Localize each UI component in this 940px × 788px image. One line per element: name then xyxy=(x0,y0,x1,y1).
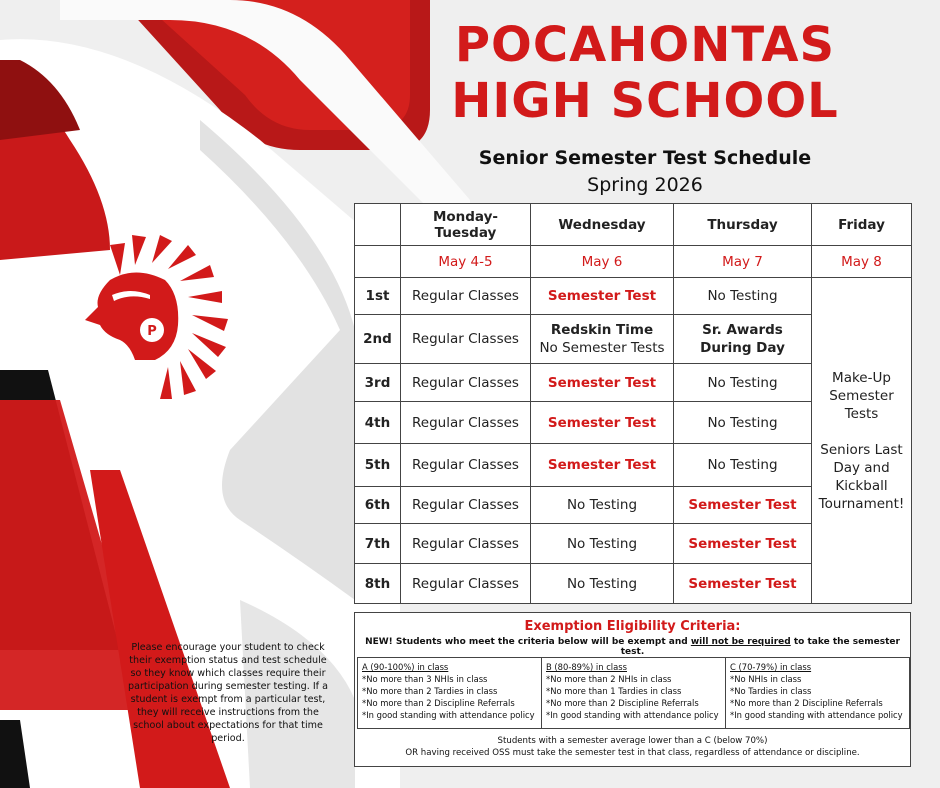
criteria-item: *No more than 2 Discipline Referrals xyxy=(362,698,515,708)
date-cell: May 8 xyxy=(812,246,912,278)
parent-note: Please encourage your student to check their exemption status and test schedule so they know which classes require their participation during semester testing. If a student is exempt from a particular test, they will receive instructions from the school about expectations for that time period. xyxy=(128,642,328,744)
day-header: Monday-Tuesday xyxy=(401,204,531,246)
period-cell: 3rd xyxy=(355,364,401,402)
exemption-note-underlined: will not be required xyxy=(690,637,791,647)
period-cell: 8th xyxy=(355,564,401,604)
date-row xyxy=(355,246,912,278)
wed-cell: No Testing xyxy=(531,524,674,564)
wed-cell: Semester Test xyxy=(531,444,674,487)
date-cell: May 7 xyxy=(674,246,812,278)
thu-cell: No Testing xyxy=(674,278,812,315)
friday-text: Tests xyxy=(844,405,879,422)
criteria-heading: B (80-89%) in class xyxy=(546,662,627,672)
mt-cell: Regular Classes xyxy=(401,315,531,364)
mt-cell: Regular Classes xyxy=(401,402,531,444)
criteria-item: *No more than 2 Discipline Referrals xyxy=(730,698,883,708)
exemption-footer-line: Students with a semester average lower than a C (below 70%) xyxy=(497,736,768,746)
exemption-note-part2: to take the semester test. xyxy=(620,637,900,657)
day-header: Thursday xyxy=(674,204,812,246)
criteria-column-a xyxy=(358,658,542,728)
wed-cell-sub: No Semester Tests xyxy=(539,340,665,356)
period-cell: 1st xyxy=(355,278,401,315)
wed-cell-bold: Redskin Time xyxy=(550,322,654,338)
criteria-item: *No NHIs in class xyxy=(730,674,802,684)
corner-cell xyxy=(355,204,401,246)
period-cell: 5th xyxy=(355,444,401,487)
school-name-line2: HIGH SCHOOL xyxy=(451,73,839,129)
day-header: Friday xyxy=(812,204,912,246)
wed-cell: Semester Test xyxy=(531,364,674,402)
exemption-footer-line: OR having received OSS must take the semester test in that class, regardless of attendance or discipline. xyxy=(405,748,860,758)
schedule-table xyxy=(354,203,912,604)
criteria-column-c xyxy=(726,658,909,728)
mt-cell: Regular Classes xyxy=(401,278,531,315)
criteria-item: *In good standing with attendance policy xyxy=(730,710,903,720)
mt-cell: Regular Classes xyxy=(401,364,531,402)
period-cell: 6th xyxy=(355,487,401,524)
school-name-line1: POCAHONTAS xyxy=(454,17,836,73)
wed-cell xyxy=(531,315,674,364)
criteria-heading: C (70-79%) in class xyxy=(730,662,812,672)
criteria-item: *No more than 2 NHIs in class xyxy=(546,674,672,684)
criteria-item: *In good standing with attendance policy xyxy=(546,710,719,720)
wed-cell: Semester Test xyxy=(531,278,674,315)
criteria-heading: A (90-100%) in class xyxy=(362,662,449,672)
friday-cell xyxy=(812,278,912,604)
criteria-item: *No more than 2 Discipline Referrals xyxy=(546,698,699,708)
friday-text: Seniors Last xyxy=(820,441,903,458)
wed-cell: Semester Test xyxy=(531,402,674,444)
thu-cell: Semester Test xyxy=(674,524,812,564)
blank-cell xyxy=(355,246,401,278)
mt-cell: Regular Classes xyxy=(401,564,531,604)
thu-cell: No Testing xyxy=(674,402,812,444)
day-header: Wednesday xyxy=(531,204,674,246)
criteria-item: *No more than 1 Tardies in class xyxy=(546,686,682,696)
thu-cell: No Testing xyxy=(674,444,812,487)
school-logo xyxy=(80,235,250,400)
friday-text: Semester xyxy=(829,387,894,404)
exemption-title: Exemption Eligibility Criteria: xyxy=(524,619,741,634)
mt-cell: Regular Classes xyxy=(401,487,531,524)
period-cell: 7th xyxy=(355,524,401,564)
schedule-title: Senior Semester Test Schedule xyxy=(478,147,812,169)
date-cell: May 4-5 xyxy=(401,246,531,278)
criteria-grid xyxy=(357,657,910,729)
exemption-box xyxy=(354,612,911,767)
exemption-note xyxy=(355,637,910,657)
criteria-item: *No Tardies in class xyxy=(730,686,812,696)
mt-cell: Regular Classes xyxy=(401,524,531,564)
period-cell: 2nd xyxy=(355,315,401,364)
criteria-item: *In good standing with attendance policy xyxy=(362,710,535,720)
thu-cell: Semester Test xyxy=(674,487,812,524)
term-label: Spring 2026 xyxy=(587,174,703,196)
thu-cell: Sr. Awards During Day xyxy=(674,315,812,364)
friday-text: Tournament! xyxy=(818,495,905,512)
friday-text: Kickball xyxy=(835,477,888,494)
criteria-item: *No more than 2 Tardies in class xyxy=(362,686,498,696)
wed-cell: No Testing xyxy=(531,564,674,604)
logo-letter: P xyxy=(147,324,157,339)
exemption-footer xyxy=(355,735,910,759)
mt-cell: Regular Classes xyxy=(401,444,531,487)
exemption-note-part1: NEW! Students who meet the criteria below will be exempt and xyxy=(365,637,691,647)
table-row xyxy=(355,278,912,315)
criteria-item: *No more than 3 NHIs in class xyxy=(362,674,488,684)
thu-cell: No Testing xyxy=(674,364,812,402)
thu-cell: Semester Test xyxy=(674,564,812,604)
friday-text: Make-Up xyxy=(832,369,891,386)
header-row xyxy=(355,204,912,246)
date-cell: May 6 xyxy=(531,246,674,278)
period-cell: 4th xyxy=(355,402,401,444)
wed-cell: No Testing xyxy=(531,487,674,524)
friday-text: Day and xyxy=(833,459,890,476)
criteria-column-b xyxy=(542,658,726,728)
